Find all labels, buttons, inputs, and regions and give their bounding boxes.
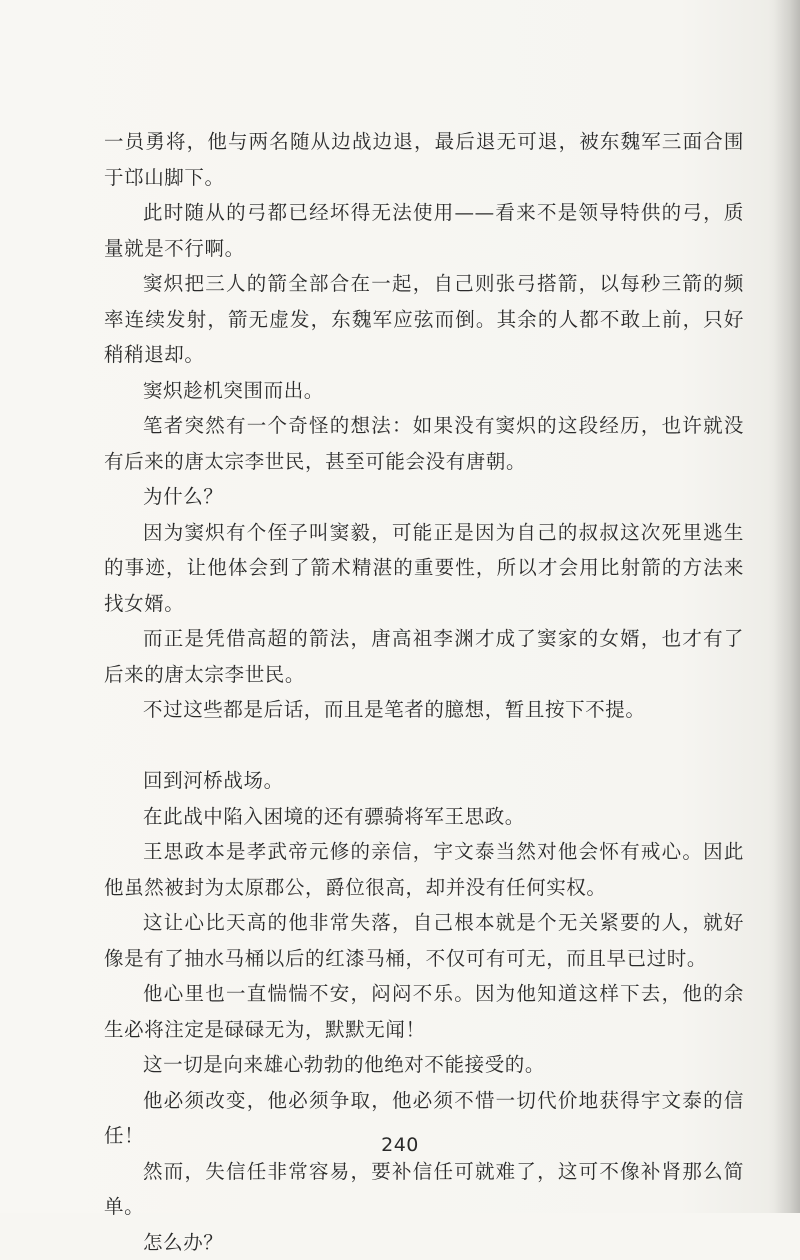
paragraph: 他必须改变，他必须争取，他必须不惜一切代价地获得宇文泰的信任！ — [104, 1083, 744, 1154]
paragraph: 不过这些都是后话，而且是笔者的臆想，暂且按下不提。 — [104, 692, 744, 728]
paragraph: 这让心比天高的他非常失落，自己根本就是个无关紧要的人，就好像是有了抽水马桶以后的红漆马桶，不仅可有可无，而且早已过时。 — [104, 905, 744, 976]
body-text — [104, 124, 744, 1260]
paragraph: 因为窦炽有个侄子叫窦毅，可能正是因为自己的叔叔这次死里逃生的事迹，让他体会到了箭术精湛的重要性，所以才会用比射箭的方法来找女婿。 — [104, 515, 744, 622]
paragraph: 此时随从的弓都已经坏得无法使用——看来不是领导特供的弓，质量就是不行啊。 — [104, 195, 744, 266]
paragraph: 笔者突然有一个奇怪的想法：如果没有窦炽的这段经历，也许就没有后来的唐太宗李世民，甚至可能会没有唐朝。 — [104, 408, 744, 479]
paragraph: 王思政本是孝武帝元修的亲信，宇文泰当然对他会怀有戒心。因此他虽然被封为太原郡公，爵位很高，却并没有任何实权。 — [104, 834, 744, 905]
paragraph: 回到河桥战场。 — [104, 763, 744, 799]
paragraph: 这一切是向来雄心勃勃的他绝对不能接受的。 — [104, 1047, 744, 1083]
paragraph: 窦炽把三人的箭全部合在一起，自己则张弓搭箭，以每秒三箭的频率连续发射，箭无虚发，东魏军应弦而倒。其余的人都不敢上前，只好稍稍退却。 — [104, 266, 744, 373]
section-break — [104, 728, 744, 764]
page-spine-shadow — [774, 0, 800, 1213]
paragraph: 而正是凭借高超的箭法，唐高祖李渊才成了窦家的女婿，也才有了后来的唐太宗李世民。 — [104, 621, 744, 692]
page-number: 240 — [0, 1134, 800, 1156]
paragraph: 他心里也一直惴惴不安，闷闷不乐。因为他知道这样下去，他的余生必将注定是碌碌无为，默默无闻！ — [104, 976, 744, 1047]
paragraph: 怎么办？ — [104, 1225, 744, 1260]
paragraph: 为什么？ — [104, 479, 744, 515]
paragraph: 一员勇将，他与两名随从边战边退，最后退无可退，被东魏军三面合围于邙山脚下。 — [104, 124, 744, 195]
paragraph: 窦炽趁机突围而出。 — [104, 373, 744, 409]
paragraph: 在此战中陷入困境的还有骠骑将军王思政。 — [104, 799, 744, 835]
paragraph: 然而，失信任非常容易，要补信任可就难了，这可不像补肾那么简单。 — [104, 1154, 744, 1225]
